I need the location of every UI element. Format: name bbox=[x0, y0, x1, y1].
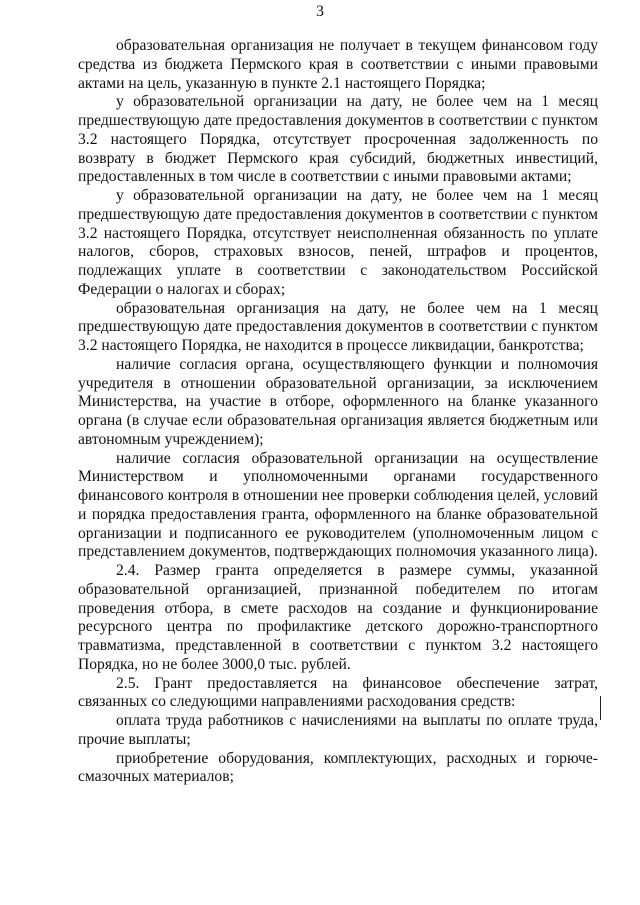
page-number: 3 bbox=[316, 3, 324, 20]
paragraph-not-in-liquidation: образовательная организация на дату, не более чем на 1 месяц предшествующую дате предоставления документов в соответствии с пунктом 3.2 настоящего Порядка, не находится в процессе ликвидации, банкротства; bbox=[78, 299, 598, 354]
document-body bbox=[78, 37, 598, 787]
paragraph-no-overdue-debt: у образовательной организации на дату, не более чем на 1 месяц предшествующую дате предоставления документов в соответствии с пунктом 3.2 настоящего Порядка, отсутствует просроченная задолженность по возврату в бюджет Пермского края субсидий, бюджетных инвестиций, предоставленных в том числе в соответствии с иными правовыми актами; bbox=[78, 93, 598, 186]
paragraph-no-tax-arrears: у образовательной организации на дату, не более чем на 1 месяц предшествующую дате предоставления документов в соответствии с пунктом 3.2 настоящего Порядка, отсутствует неисполненная обязанность по уплате налогов, сборов, страховых взносов, пеней, штрафов и процентов, подлежащих уплате в соответствии с законодательством Российской Федерации о налогах и сборах; bbox=[78, 187, 598, 298]
margin-mark bbox=[600, 696, 601, 720]
paragraph-grant-amount: 2.4. Размер гранта определяется в размере суммы, указанной образовательной организацией, признанной победителем по итогам проведения отбора, в смете расходов на создание и функционирование ресурсного центра по профилактике детского дорожно-транспортного травматизма, представленной в соответствии с пунктом 3.2 настоящего Порядка, но не более 3000,0 тыс. рублей. bbox=[78, 562, 598, 673]
paragraph-budget-funds: образовательная организация не получает в текущем финансовом году средства из бюджета Пермского края в соответствии с иными правовыми актами на цель, указанную в пункте 2.1 настоящего Порядка; bbox=[78, 37, 598, 92]
paragraph-expense-wages: оплата труда работников с начислениями на выплаты по оплате труда, прочие выплаты; bbox=[78, 712, 598, 748]
paragraph-grant-purpose: 2.5. Грант предоставляется на финансовое обеспечение затрат, связанных со следующими направлениями расходования средств: bbox=[78, 674, 598, 711]
paragraph-control-consent: наличие согласия образовательной организации на осуществление Министерством и уполномоченными органами государственного финансового контроля в отношении нее проверки соблюдения целей, условий и порядка предоставления гранта, оформленного на бланке образовательной организации и подписанного ее руководителем (уполномоченным лицом с представлением документов, подтверждающих полномочия указанного лица). bbox=[78, 449, 598, 561]
paragraph-expense-equipment: приобретение оборудования, комплектующих, расходных и горюче-смазочных материалов; bbox=[78, 749, 598, 786]
paragraph-founder-consent: наличие согласия органа, осуществляющего функции и полномочия учредителя в отношении образовательной организации, за исключением Министерства, на участие в отборе, оформленного на бланке указанного органа (в случае если образовательная организация является бюджетным или автономным учреждением); bbox=[78, 355, 598, 448]
